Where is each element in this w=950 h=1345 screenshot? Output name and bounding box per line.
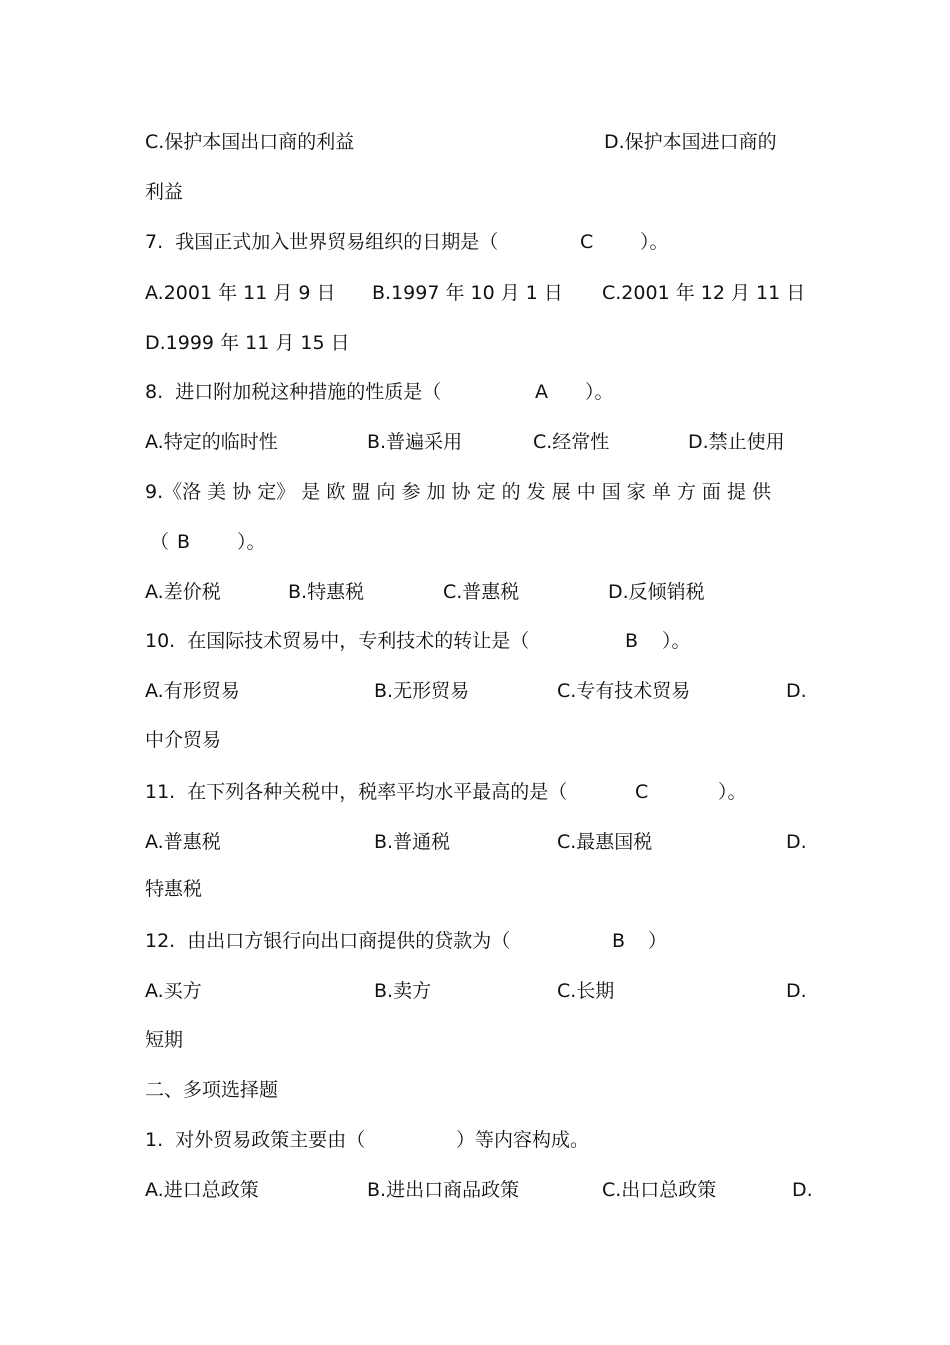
- q11-option-a: A.普惠税: [145, 831, 221, 853]
- q8-option-c: C.经常性: [533, 431, 610, 453]
- q12-stem: 12. 由出口方银行向出口商提供的贷款为（: [145, 930, 511, 952]
- q12-option-d-text: 短期: [145, 1029, 184, 1051]
- q8-stem: 8. 进口附加税这种措施的性质是（: [145, 381, 442, 403]
- m1-close: ）等内容构成。: [456, 1129, 590, 1151]
- q9-answer: B: [177, 531, 191, 553]
- q7-option-c: C.2001 年 12 月 11 日: [602, 282, 806, 304]
- m1-option-b: B.进出口商品政策: [367, 1179, 520, 1201]
- q12-answer: B: [612, 930, 626, 952]
- q10-stem: 10. 在国际技术贸易中，专利技术的转让是（: [145, 630, 530, 652]
- q8-option-b: B.普遍采用: [367, 431, 463, 453]
- q9-option-a: A.差价税: [145, 581, 221, 603]
- q10-option-a: A.有形贸易: [145, 680, 240, 702]
- q11-stem: 11. 在下列各种关税中，税率平均水平最高的是（: [145, 781, 568, 803]
- q11-answer: C: [635, 781, 649, 803]
- q10-answer: B: [625, 630, 639, 652]
- m1-stem: 1. 对外贸易政策主要由（: [145, 1129, 366, 1151]
- q10-option-b: B.无形贸易: [374, 680, 470, 702]
- q7-option-b: B.1997 年 10 月 1 日: [372, 282, 563, 304]
- q12-close: ）: [648, 930, 668, 952]
- q10-option-c: C.专有技术贸易: [557, 680, 691, 702]
- q8-answer: A: [535, 381, 548, 403]
- q7-option-d: D.1999 年 11 月 15 日: [145, 332, 350, 354]
- section-title: 二、多项选择题: [145, 1079, 279, 1101]
- q11-option-c: C.最惠国税: [557, 831, 653, 853]
- m1-option-c: C.出口总政策: [602, 1179, 717, 1201]
- q10-option-d-label: D.: [786, 680, 807, 702]
- m1-option-d-label: D.: [792, 1179, 813, 1201]
- q12-option-a: A.买方: [145, 980, 202, 1002]
- q7-stem: 7. 我国正式加入世界贸易组织的日期是（: [145, 231, 499, 253]
- q7-close: ）。: [640, 231, 669, 253]
- q7-answer: C: [580, 231, 594, 253]
- q6-option-d: D.保护本国进口商的: [604, 131, 777, 153]
- q9-stem: 9.《洛 美 协 定》 是 欧 盟 向 参 加 协 定 的 发 展 中 国 家 单 方 面 提 供: [145, 481, 771, 503]
- m1-option-a: A.进口总政策: [145, 1179, 259, 1201]
- q9-option-b: B.特惠税: [288, 581, 365, 603]
- q10-option-d-text: 中介贸易: [145, 729, 222, 751]
- q8-option-d: D.禁止使用: [688, 431, 785, 453]
- q8-close: ）。: [585, 381, 614, 403]
- q6-option-d-continued: 利益: [145, 181, 184, 203]
- q9-open: （: [150, 531, 170, 553]
- q10-close: ）。: [662, 630, 691, 652]
- q12-option-c: C.长期: [557, 980, 615, 1002]
- q7-option-a: A.2001 年 11 月 9 日: [145, 282, 336, 304]
- q11-option-b: B.普通税: [374, 831, 451, 853]
- q8-option-a: A.特定的临时性: [145, 431, 278, 453]
- q12-option-b: B.卖方: [374, 980, 432, 1002]
- q11-option-d-text: 特惠税: [145, 878, 203, 900]
- q9-option-d: D.反倾销税: [608, 581, 705, 603]
- q12-option-d-label: D.: [786, 980, 807, 1002]
- q9-close: ）。: [237, 531, 266, 553]
- q6-option-c: C.保护本国出口商的利益: [145, 131, 355, 153]
- q11-option-d-label: D.: [786, 831, 807, 853]
- q11-close: ）。: [718, 781, 747, 803]
- q9-option-c: C.普惠税: [443, 581, 520, 603]
